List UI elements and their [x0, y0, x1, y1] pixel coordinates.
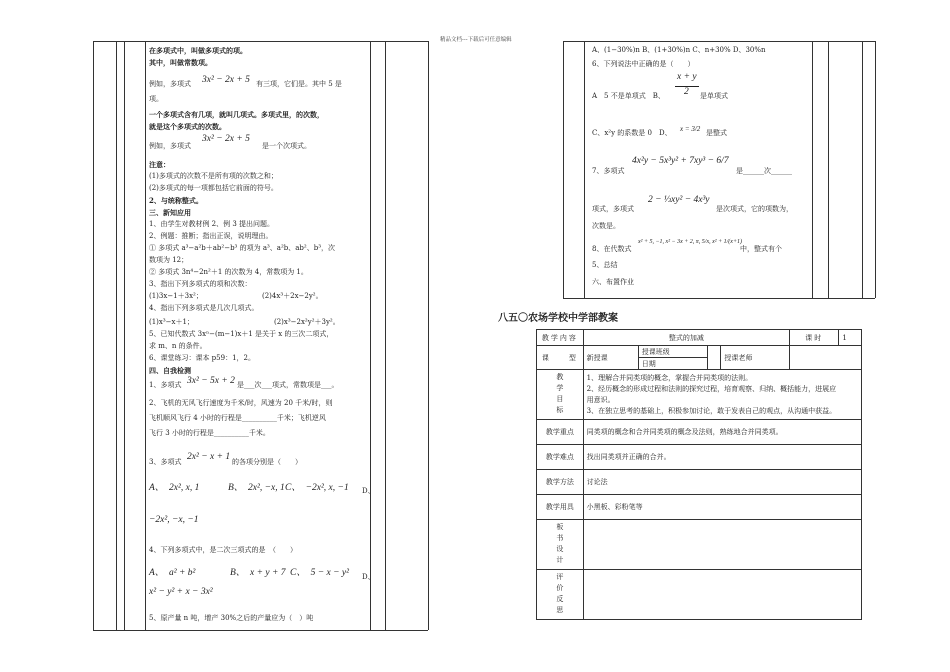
goals-cell	[583, 370, 861, 420]
note-1: (1)多项式的次数不是所有项的次数之和；	[149, 172, 278, 180]
q7-line-3: 次数是。	[592, 222, 620, 230]
tools-value: 小黑板、彩粉笔等	[583, 495, 861, 520]
q1-suffix: 是___次___项式，常数项是___。	[237, 381, 339, 389]
q6-option-d: x = 3/2	[680, 125, 701, 133]
summary: 5、总结	[592, 261, 618, 269]
note-2: (2)多项式的每一项都包括它前面的符号。	[149, 184, 278, 192]
difficulty-label: 教学难点	[537, 445, 584, 470]
reflect-label: 评价反思	[537, 570, 584, 620]
q6-option-d-tail: 是整式	[706, 129, 727, 137]
q7-suffix: 是______次______	[736, 167, 792, 175]
section-line: ① 多项式 a³−a²b＋ab²−b³ 的项为 a³、a²b、ab²、b³，次	[149, 244, 336, 252]
goal-4: 3、在独立思考的基础上，积极参加讨论，敢于发表自己的观点，从沟通中获益。	[586, 406, 837, 415]
lesson-plan-table	[536, 329, 862, 620]
q2-line-2: 飞机顺风飞行 4 小时的行程是__________千米；飞机逆风	[149, 414, 326, 422]
difficulty-value: 找出同类项并正确的合并。	[583, 445, 861, 470]
section-line: 1、由学生对教材例 2、例 3 提出问题。	[149, 220, 275, 228]
section-line: 6、课堂练习：课本 p59：1，2。	[149, 354, 255, 362]
section-line: 数项为 12；	[149, 256, 189, 264]
board-label: 板书设计	[537, 520, 584, 570]
goal-2: 2、经历概念的形成过程和法则的探究过程，培育观察、归纳、概括能力，进展应	[586, 384, 837, 393]
q3-option-a: A、 2x², x, 1	[149, 483, 200, 493]
q6-option-c: C、x²y 的系数是 0 D、	[592, 129, 672, 137]
period-value: 1	[839, 330, 862, 346]
intro-line-1: 在多项式中，叫做多项式的项。	[149, 46, 247, 55]
section-line: 3、指出下列多项式的项和次数：	[149, 280, 252, 288]
q7-prefix: 7、多项式	[592, 167, 625, 175]
q3-option-c: C、 −2x², x, −1	[285, 483, 349, 493]
section-line: (1)x³−x＋1；	[149, 318, 194, 326]
section-line: 求 m、n 的条件。	[149, 342, 207, 350]
section-line: 5、已知代数式 3xⁿ−(m−1)x＋1 是关于 x 的三次二项式，	[149, 330, 334, 338]
section-line: (2)x³−2x²y²＋3y²。	[274, 318, 340, 326]
teacher-label: 授课老师	[721, 346, 790, 370]
intro-line-7: 就是这个多项式的次数。	[149, 122, 226, 131]
date-label: 日期	[638, 358, 707, 370]
q7-formula-2: 2 − ⅓xy² − 4x³y	[648, 195, 710, 205]
q4-option-d: x² − y² + x − 3x²	[149, 587, 213, 597]
key-value: 同类项的概念和合并同类项的概念及法则，熟练地合并同类项。	[583, 420, 861, 445]
section-line: (1)3x−1＋3x²；	[149, 292, 203, 300]
q4-option-a: A、 a² + b²	[149, 568, 196, 578]
tools-label: 教学用具	[537, 495, 584, 520]
intro-line-8: 例如，多项式	[149, 142, 191, 150]
section-line: 2、与统称整式。	[149, 196, 203, 205]
q4-option-b: B、 x + y + 7	[230, 568, 286, 578]
intro-line-6: 一个多项式含有几项，就叫几项式。多项式里，的次数，	[149, 110, 324, 119]
period-label: 课时	[790, 330, 839, 346]
q6-frac-num: x + y	[677, 72, 697, 82]
page-header: 精品文档---下载后可任意编辑	[440, 37, 512, 43]
section-line: 三、新知应用	[149, 208, 191, 217]
q8-formula: x² + 5, −1, x² − 3x + 2, π, 5/x, x² + 1/(x+1)	[638, 239, 743, 245]
q6-text: 6、下列说法中正确的是（ ）	[592, 60, 695, 68]
goal-3: 用意识。	[586, 395, 615, 404]
q3-formula: 2x² − x + 1	[187, 452, 231, 462]
method-value: 讨论法	[583, 470, 861, 495]
goal-1: 1、理解合并同类项的概念，掌握合并同类项的法则。	[586, 373, 753, 382]
q5-text: 5、原产量 n 吨，增产 30%之后的产量应为（ ）吨	[149, 614, 314, 622]
content-value: 整式的加减	[583, 330, 790, 346]
q8-prefix: 8、在代数式	[592, 245, 632, 253]
plan-title: 八五〇农场学校中学部教案	[498, 313, 618, 324]
intro-line-5: 项。	[149, 95, 163, 103]
options-line: A、(1−30%)n B、(1+30%)n C、n+30% D、30%n	[592, 46, 766, 54]
q3-prefix: 3、多项式	[149, 458, 182, 466]
q2-line-3: 飞行 3 小时的行程是__________千米。	[149, 429, 270, 437]
key-label: 教学重点	[537, 420, 584, 445]
method-label: 教学方法	[537, 470, 584, 495]
section-line: (2)4x³＋2x−2y²。	[262, 292, 323, 300]
section-line: 4、指出下列多项式是几次几项式。	[149, 304, 259, 312]
q7-line-2b: 是次项式，它的项数为，	[716, 205, 793, 213]
note-title: 注意：	[149, 160, 170, 169]
homework: 六、布置作业	[592, 278, 634, 286]
q6-option-b-tail: 是单项式	[700, 92, 728, 100]
section-line: 四、自我检测	[149, 366, 191, 375]
type-label: 课 型	[537, 346, 584, 370]
q4-option-d-label: D、	[362, 573, 375, 581]
q1-prefix: 1、多项式	[149, 381, 182, 389]
q3-option-d-label: D、	[362, 487, 375, 495]
formula-a: 3x² − 2x + 5	[202, 75, 250, 85]
section-line: ② 多项式 3n⁴−2n²＋1 的次数为 4，常数项为 1。	[149, 268, 308, 276]
content-label: 教学内容	[537, 330, 584, 346]
q6-frac-den: 2	[684, 87, 689, 97]
q4-option-c: C、 5 − x − y²	[290, 568, 349, 578]
intro-line-2: 其中，叫做常数项。	[149, 58, 212, 67]
q7-line-2a: 项式，多项式	[592, 205, 634, 213]
q3-option-d: −2x², −x, −1	[149, 515, 199, 525]
q6-option-a: A 5 不是单项式 B、	[592, 92, 665, 100]
intro-line-4: 有三项，它们是。其中 5 是	[256, 80, 342, 88]
class-label: 授课班级	[638, 346, 707, 358]
intro-line-3: 例如，多项式	[149, 80, 191, 88]
q1-formula: 3x² − 5x + 2	[187, 376, 235, 386]
section-line: 2、例题：推断；指出正误，说明理由。	[149, 232, 273, 240]
q2-line-1: 2、飞机的无风飞行速度为千米/时，风速为 20 千米/时，则	[149, 399, 333, 407]
formula-b: 3x² − 2x + 5	[202, 134, 250, 144]
q3-suffix: 的各项分别是（ ）	[232, 458, 302, 466]
goals-label: 教学目标	[537, 370, 584, 420]
type-value: 新授课	[583, 346, 638, 370]
q4-text: 4、下列多项式中，是二次三项式的是 （ ）	[149, 546, 297, 554]
q7-formula: 4x²y − 5x³y² + 7xy³ − 6/7	[632, 156, 729, 166]
q8-suffix: 中，整式有个	[740, 245, 782, 253]
q3-option-b: B、 2x², −x, 1	[228, 483, 285, 493]
intro-line-9: 是一个次项式。	[262, 142, 311, 150]
